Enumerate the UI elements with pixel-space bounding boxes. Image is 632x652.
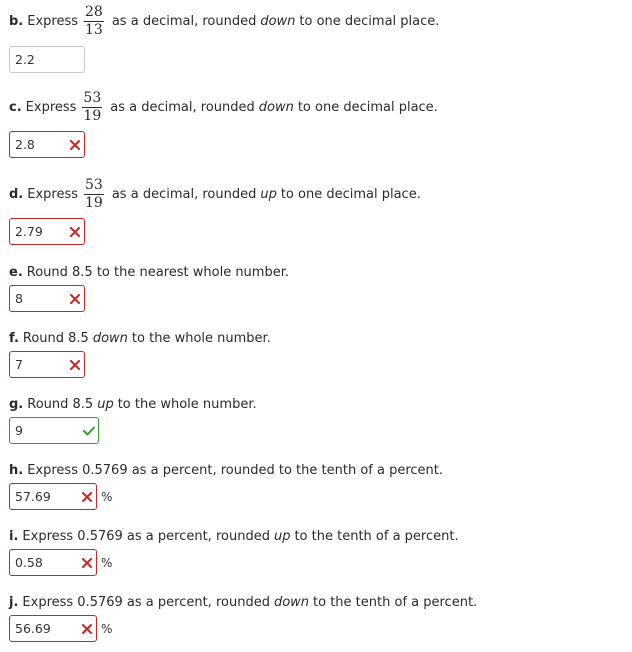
question-j [9,595,477,642]
x-mark-icon [69,293,81,305]
question-letter: d. [9,186,24,202]
question-i [9,529,459,576]
question-b [9,5,439,73]
fraction-numerator: 53 [85,177,103,193]
question-f [9,331,271,378]
prompt-text: as a decimal, rounded [111,186,257,202]
answer-input[interactable] [9,285,85,312]
percent-unit: % [101,489,113,504]
question-g [9,397,257,444]
question-prompt [9,595,477,611]
question-prompt [9,178,421,211]
prompt-emphasis: up [273,529,291,544]
x-mark-icon [69,359,81,371]
question-letter: b. [9,13,24,29]
prompt-text: Express 0.5769 as a percent, rounded [22,529,270,544]
prompt-text: Express [27,186,79,202]
x-mark-icon [69,226,81,238]
prompt-emphasis: down [273,595,310,610]
question-prompt [9,397,257,413]
prompt-text: Round 8.5 [27,397,94,412]
answer-value: 2.8 [15,137,35,152]
question-prompt [9,265,289,281]
x-mark-icon [81,491,93,503]
prompt-text: to the tenth of a percent. [313,595,478,610]
prompt-text: Express [25,99,77,115]
question-letter: h. [9,463,24,478]
prompt-emphasis: up [260,186,277,202]
question-letter: c. [9,99,22,115]
answer-input[interactable] [9,351,85,378]
x-mark-icon [69,139,81,151]
question-d [9,178,421,245]
answer-input[interactable] [9,615,97,642]
question-letter: i. [9,529,19,544]
prompt-emphasis: down [260,13,296,29]
fraction-denominator: 19 [85,195,103,211]
question-letter: j. [9,595,19,610]
question-letter: g. [9,397,24,412]
prompt-text: Express 0.5769 as a percent, rounded [22,595,270,610]
question-h [9,463,443,510]
prompt-emphasis: up [97,397,114,412]
fraction-numerator: 53 [83,90,102,106]
prompt-emphasis: down [258,99,294,115]
prompt-text: to the whole number. [131,331,271,346]
answer-value: 2.2 [15,52,35,67]
answer-value: 2.79 [15,224,43,239]
answer-value: 57.69 [15,489,51,504]
prompt-text: as a decimal, rounded [111,13,257,29]
question-prompt [9,91,438,124]
question-c [9,91,438,158]
percent-unit: % [101,555,113,570]
question-letter: e. [9,265,23,280]
prompt-text: to the whole number. [117,397,257,412]
x-mark-icon [81,557,93,569]
prompt-text: Round 8.5 to the nearest whole number. [26,265,289,280]
fraction [84,5,104,38]
answer-value: 7 [15,357,23,372]
fraction-numerator: 28 [85,4,103,20]
prompt-text: Express [27,13,79,29]
fraction [82,91,102,124]
answer-value: 56.69 [15,621,51,636]
answer-value: 8 [15,291,23,306]
fraction-denominator: 13 [85,22,103,38]
question-e [9,265,289,312]
question-letter: f. [9,331,19,346]
answer-input[interactable] [9,549,97,576]
fraction [84,178,104,211]
prompt-text: as a decimal, rounded [110,99,255,115]
question-prompt [9,5,439,38]
answer-input[interactable] [9,46,85,73]
prompt-emphasis: down [92,331,128,346]
answer-input[interactable] [9,483,97,510]
prompt-text: to one decimal place. [299,13,440,29]
x-mark-icon [81,623,93,635]
prompt-text: to one decimal place. [280,186,421,202]
check-mark-icon [83,425,95,437]
question-prompt [9,529,459,545]
prompt-text: to one decimal place. [297,99,438,115]
answer-input[interactable] [9,417,99,444]
answer-value: 9 [15,423,23,438]
prompt-text: Round 8.5 [22,331,89,346]
answer-input[interactable] [9,218,85,245]
fraction-denominator: 19 [83,108,102,124]
prompt-text: to the tenth of a percent. [294,529,459,544]
prompt-text: Express 0.5769 as a percent, rounded to the tenth of a percent. [27,463,444,478]
question-prompt [9,331,271,347]
percent-unit: % [101,621,113,636]
question-prompt [9,463,443,479]
answer-input[interactable] [9,131,85,158]
answer-value: 0.58 [15,555,43,570]
